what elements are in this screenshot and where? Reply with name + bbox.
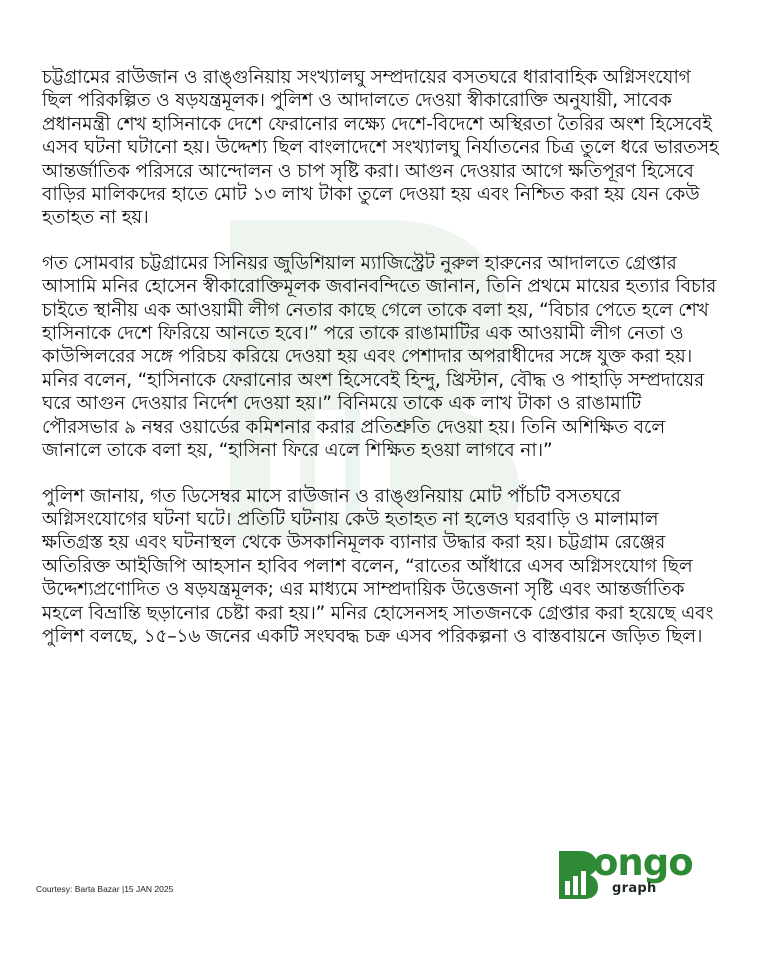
source-credit: Courtesy: Barta Bazar |15 JAN 2025 [36, 884, 174, 894]
paragraph-3: পুলিশ জানায়, গত ডিসেম্বর মাসে রাউজান ও রাঙ্গুনিয়ায় মোট পাঁচটি বসতঘরে অগ্নিসংযোগের ঘটনা ঘটে। প্রতিটি ঘটনায় কেউ হতাহত না হলেও ঘরবাড়ি ও মালামাল ক্ষতিগ্রস্ত হয় এবং ঘটনাস্থল থেকে উসকানিমূলক ব্যানার উদ্ধার করা হয়। চট্টগ্রাম রেঞ্জের অতিরিক্ত আইজিপি আহসান হাবিব পলাশ বলেন, “রাতের আঁধারে এসব অগ্নিসংযোগ ছিল উদ্দেশ্যপ্রণোদিত ও ষড়যন্ত্রমূলক; এর মাধ্যমে সাম্প্রদায়িক উত্তেজনা সৃষ্টি এবং আন্তর্জাতিক মহলে বিভ্রান্তি ছড়ানোর চেষ্টা করা হয়।” মনির হোসেনসহ সাতজনকে গ্রেপ্তার করা হয়েছে এবং পুলিশ বলছে, ১৫–১৬ জনের একটি সংঘবদ্ধ চক্র এসব পরিকল্পনা ও বাস্তবায়নে জড়িত ছিল। [42, 485, 714, 647]
bongo-graph-logo [557, 841, 702, 905]
logo-wordmark: ongo [593, 841, 693, 884]
paragraph-1: চট্টগ্রামের রাউজান ও রাঙ্গুনিয়ায় সংখ্যালঘু সম্প্রদায়ের বসতঘরে ধারাবাহিক অগ্নিসংযোগ ছিল পরিকল্পিত ও ষড়যন্ত্রমূলক। পুলিশ ও আদালতে দেওয়া স্বীকারোক্তি অনুযায়ী, সাবেক প্রধানমন্ত্রী শেখ হাসিনাকে দেশে ফেরানোর লক্ষ্যে দেশে-বিদেশে অস্থিরতা তৈরির অংশ হিসেবেই এসব ঘটনা ঘটানো হয়। উদ্দেশ্য ছিল বাংলাদেশে সংখ্যালঘু নির্যাতনের চিত্র তুলে ধরে ভারতসহ আন্তর্জাতিক পরিসরে আন্দোলন ও চাপ সৃষ্টি করা। আগুন দেওয়ার আগে ক্ষতিপূরণ হিসেবে বাড়ির মালিকদের হাতে মোট ১৩ লাখ টাকা তুলে দেওয়া হয় এবং নিশ্চিত করা হয় যেন কেউ হতাহত না হয়। [42, 67, 719, 229]
article-body [42, 66, 722, 670]
logo-subtitle: graph [612, 881, 657, 896]
paragraph-2: গত সোমবার চট্টগ্রামের সিনিয়র জুডিশিয়াল ম্যাজিস্ট্রেট নুরুল হারুনের আদালতে গ্রেপ্তার আসামি মনির হোসেন স্বীকারোক্তিমূলক জবানবন্দিতে জানান, তিনি প্রথমে মায়ের হত্যার বিচার চাইতে স্থানীয় এক আওয়ামী লীগ নেতার কাছে গেলে তাকে বলা হয়, “বিচার পেতে হলে শেখ হাসিনাকে দেশে ফিরিয়ে আনতে হবে।” পরে তাকে রাঙামাটির এক আওয়ামী লীগ নেতা ও কাউন্সিলরের সঙ্গে পরিচয় করিয়ে দেওয়া হয় এবং পেশাদার অপরাধীদের সঙ্গে যুক্ত করা হয়। মনির বলেন, “হাসিনাকে ফেরানোর অংশ হিসেবেই হিন্দু, খ্রিস্টান, বৌদ্ধ ও পাহাড়ি সম্প্রদায়ের ঘরে আগুন দেওয়ার নির্দেশ দেওয়া হয়।” বিনিময়ে তাকে এক লাখ টাকা ও রাঙামাটি পৌরসভার ৯ নম্বর ওয়ার্ডের কমিশনার করার প্রতিশ্রুতি দেওয়া হয়। তিনি অশিক্ষিত বলে জানালে তাকে বলা হয়, “হাসিনা ফিরে এলে শিক্ষিত হওয়া লাগবে না।” [42, 252, 717, 462]
